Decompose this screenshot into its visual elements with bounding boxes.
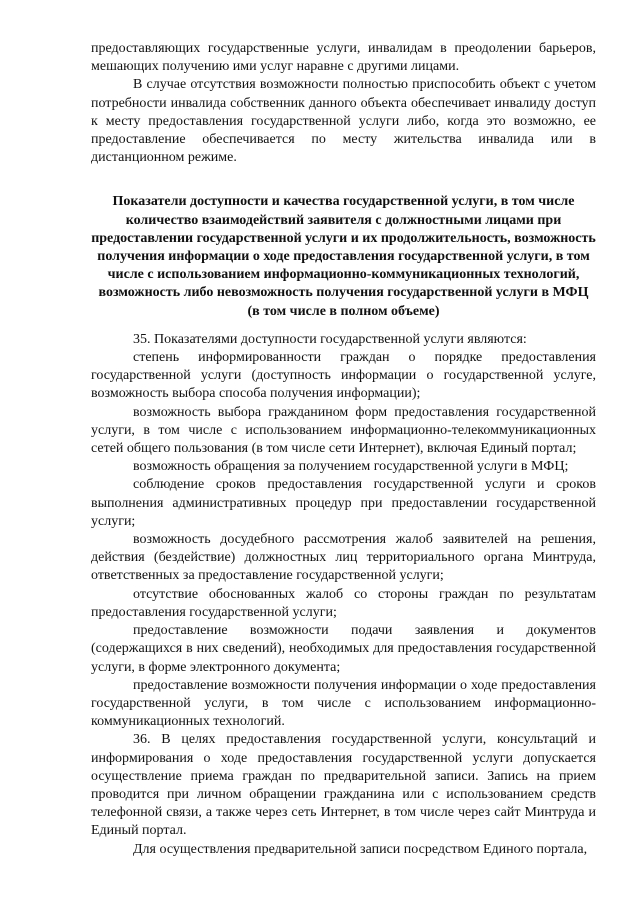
paragraph-indicator: возможность обращения за получением государственной услуги в МФЦ;	[133, 459, 569, 475]
paragraph-indicator: предоставление возможности получения информации о ходе предоставления государственной услуги, в том числе с использованием информационно-коммуникационных технологий.	[91, 677, 596, 730]
paragraph-indicator: возможность выбора гражданином форм предоставления государственной услуги, в том числе с использованием информационно-телекоммуникационных сетей общего пользования (в том числе сети Интернет), включая Единый портал;	[91, 404, 596, 457]
paragraph-indicator: предоставление возможности подачи заявления и документов (содержащихся в них сведений), необходимых для предоставления государственной услуги, в форме электронного документа;	[91, 623, 596, 675]
paragraph-36: 36. В целях предоставления государственной услуги, консультаций и информирования о ходе предоставления государственной услуги допускается осуществление приема граждан по предварительной записи. Запись на прием проводится при личном обращении гражданина или с использованием средств телефонной связи, а также через сеть Интернет, в том числе через сайт Минтруда и Единый портал.	[91, 732, 596, 839]
paragraph-indicator: отсутствие обоснованных жалоб со стороны граждан по результатам предоставления государственной услуги;	[91, 586, 596, 620]
paragraph-35-intro: 35. Показателями доступности государственной услуги являются:	[133, 331, 527, 347]
paragraph-indicator: соблюдение сроков предоставления государственной услуги и сроков выполнения административных процедур при предоставлении государственной услуги;	[91, 477, 596, 529]
section-heading: Показатели доступности и качества государственной услуги, в том числе количество взаимодействий заявителя с должностными лицами при предоставлении государственной услуги и их продолжительность, возможность получения информации о ходе предоставления государственной услуги, в том числе с использованием информационно-коммуникационных технологий, возможность либо невозможность получения государственной услуги в МФЦ (в том числе в полном объеме)	[91, 194, 596, 319]
paragraph-accessibility-note: В случае отсутствия возможности полностью приспособить объект с учетом потребности инвалида собственник данного объекта обеспечивает инвалиду доступ к месту предоставления государственной услуги либо, когда это возможно, ее предоставление обеспечивается по месту жительства инвалида или в дистанционном режиме.	[91, 77, 596, 166]
paragraph-indicator: степень информированности граждан о порядке предоставления государственной услуги (доступность информации о государственной услуге, возможность выбора способа получения информации);	[91, 350, 596, 402]
paragraph-preregistration: Для осуществления предварительной записи посредством Единого портала,	[133, 841, 588, 857]
paragraph-continuation: предоставляющих государственные услуги, инвалидам в преодолении барьеров, мешающих получению ими услуг наравне с другими лицами.	[91, 41, 596, 75]
paragraph-indicator: возможность досудебного рассмотрения жалоб заявителей на решения, действия (бездействие) должностных лиц территориального органа Минтруда, ответственных за предоставление государственной услуги;	[91, 532, 596, 584]
